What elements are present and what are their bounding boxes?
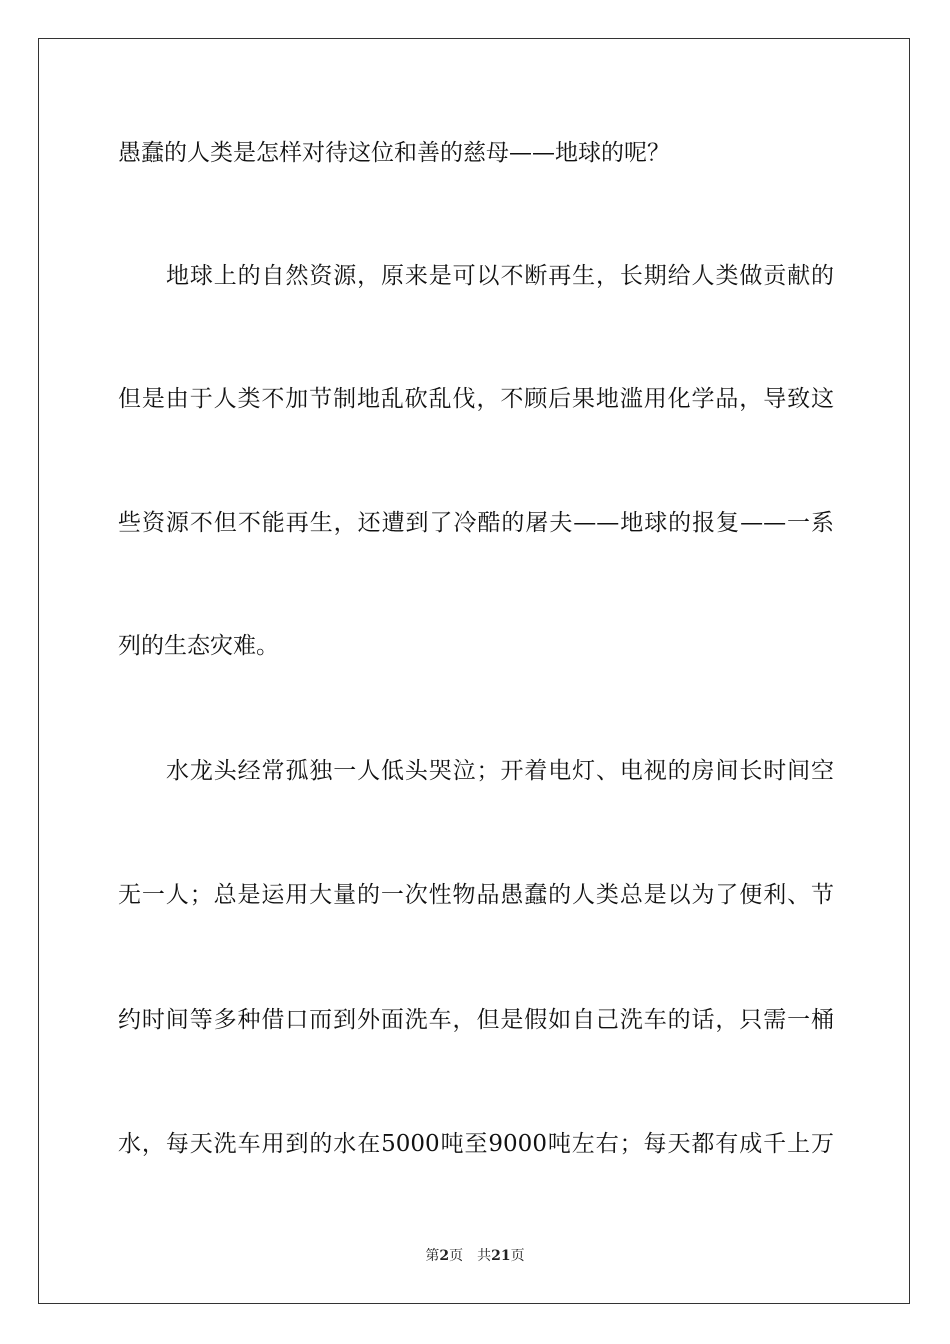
text-line: 水龙头经常孤独一人低头哭泣；开着电灯、电视的房间长时间空 bbox=[166, 758, 834, 784]
text-line: 些资源不但不能再生，还遭到了冷酷的屠夫——地球的报复——一系 bbox=[118, 510, 834, 536]
total-pages: 21 bbox=[491, 1248, 511, 1264]
total-prefix: 共 bbox=[477, 1248, 492, 1264]
text-line: 水，每天洗车用到的水在5000吨至9000吨左右；每天都有成千上万 bbox=[118, 1131, 834, 1157]
page-frame bbox=[38, 38, 910, 1304]
page-footer bbox=[0, 1245, 950, 1265]
text-line: 地球上的自然资源，原来是可以不断再生，长期给人类做贡献的 bbox=[166, 263, 834, 289]
page-number: 2 bbox=[439, 1248, 450, 1264]
total-suffix: 页 bbox=[510, 1248, 525, 1264]
text-line: 约时间等多种借口而到外面洗车，但是假如自己洗车的话，只需一桶 bbox=[118, 1007, 834, 1033]
text-line: 愚蠢的人类是怎样对待这位和善的慈母——地球的呢？ bbox=[118, 140, 670, 166]
text-line: 但是由于人类不加节制地乱砍乱伐，不顾后果地滥用化学品，导致这 bbox=[118, 386, 834, 412]
page-prefix: 第 bbox=[425, 1248, 440, 1264]
text-line: 无一人；总是运用大量的一次性物品愚蠢的人类总是以为了便利、节 bbox=[118, 882, 834, 908]
page-suffix: 页 bbox=[449, 1248, 464, 1264]
text-line: 列的生态灾难。 bbox=[118, 633, 279, 659]
